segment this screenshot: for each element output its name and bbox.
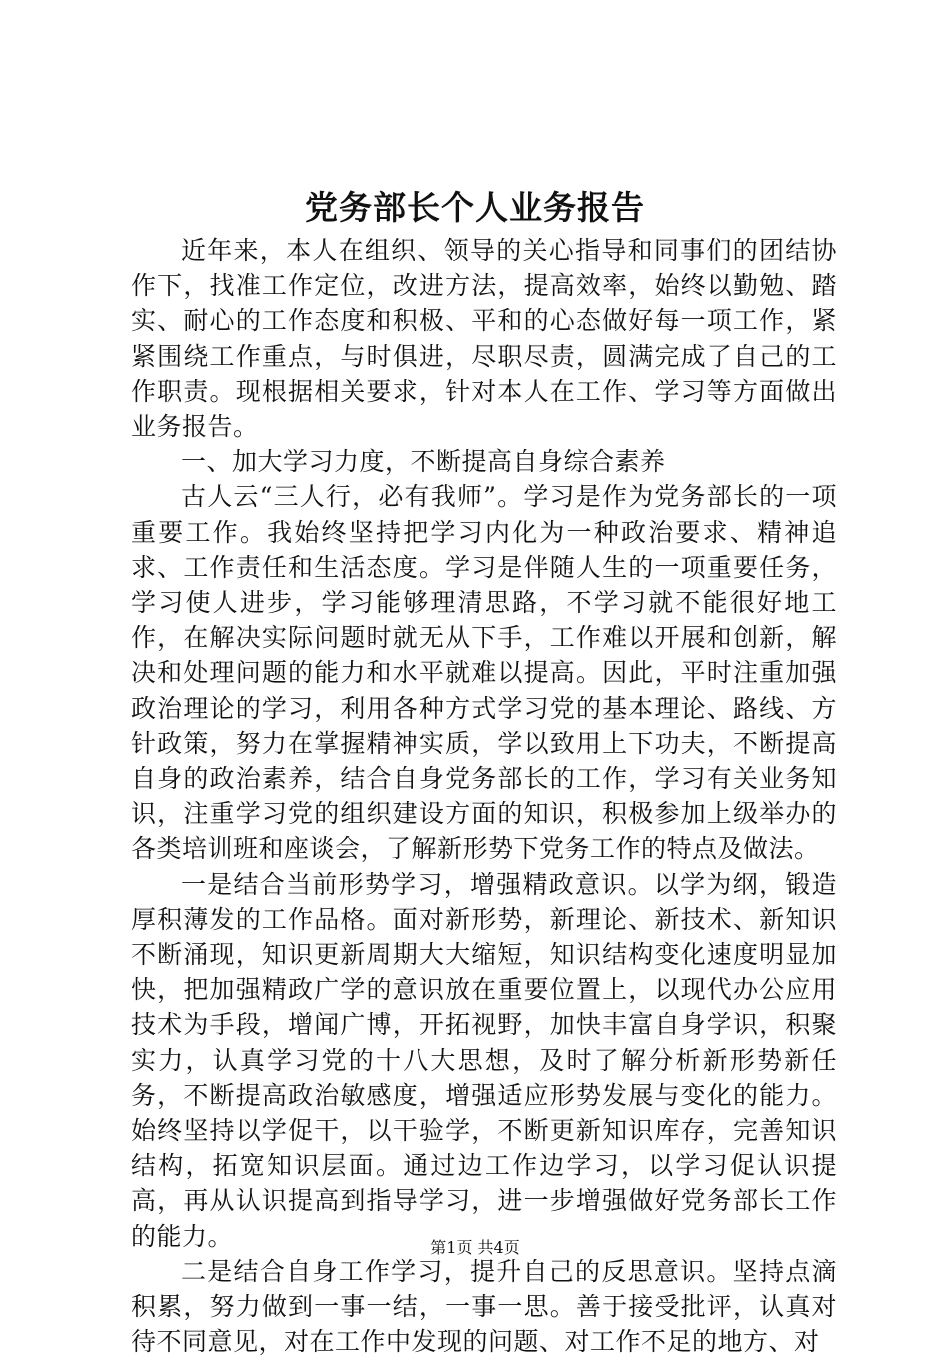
section-heading: 一、加大学习力度，不断提高自身综合素养 xyxy=(181,447,666,477)
intro-paragraph: 近年来，本人在组织、领导的关心指导和同事们的团结协作下，找准工作定位，改进方法，提高效率，始终以勤勉、踏实、耐心的工作态度和积极、平和的心态做好每一项工作，紧紧围绕工作重点，与时俱进，尽职尽责，圆满完成了自己的工作职责。现根据相关要求，针对本人在工作、学习等方面做出业务报告。 xyxy=(131,236,837,442)
body-paragraph: 一是结合当前形势学习，增强精政意识。以学为纲，锻造厚积薄发的工作品格。面对新形势，新理论、新技术、新知识不断涌现，知识更新周期大大缩短，知识结构变化速度明显加快，把加强精政广学的意识放在重要位置上，以现代办公应用技术为手段，增闻广博，开拓视野，加快丰富自身学识，积聚实力，认真学习党的十八大思想，及时了解分析新形势新任务，不断提高政治敏感度，增强适应形势发展与变化的能力。始终坚持以学促干，以干验学，不断更新知识库存，完善知识结构，拓宽知识层面。通过边工作边学习，以学习促认识提高，再从认识提高到指导学习，进一步增强做好党务部长工作的能力。 xyxy=(131,869,837,1251)
document-title: 党务部长个人业务报告 xyxy=(305,188,645,227)
document-body xyxy=(131,233,837,1360)
page-footer: 第1页 共4页 xyxy=(430,1238,520,1257)
body-paragraph: 二是结合自身工作学习，提升自己的反思意识。坚持点滴积累，努力做到一事一结，一事一思。善于接受批评，认真对待不同意见，对在工作中发现的问题、对工作不足的地方、对 xyxy=(131,1256,837,1357)
body-paragraph: 古人云“三人行，必有我师”。学习是作为党务部长的一项重要工作。我始终坚持把学习内化为一种政治要求、精神追求、工作责任和生活态度。学习是伴随人生的一项重要任务，学习使人进步，学习能够理清思路，不学习就不能很好地工作，在解决实际问题时就无从下手，工作难以开展和创新，解决和处理问题的能力和水平就难以提高。因此，平时注重加强政治理论的学习，利用各种方式学习党的基本理论、路线、方针政策，努力在掌握精神实质，学以致用上下功夫，不断提高自身的政治素养，结合自身党务部长的工作，学习有关业务知识，注重学习党的组织建设方面的知识，积极参加上级举办的各类培训班和座谈会，了解新形势下党务工作的特点及做法。 xyxy=(131,482,837,864)
